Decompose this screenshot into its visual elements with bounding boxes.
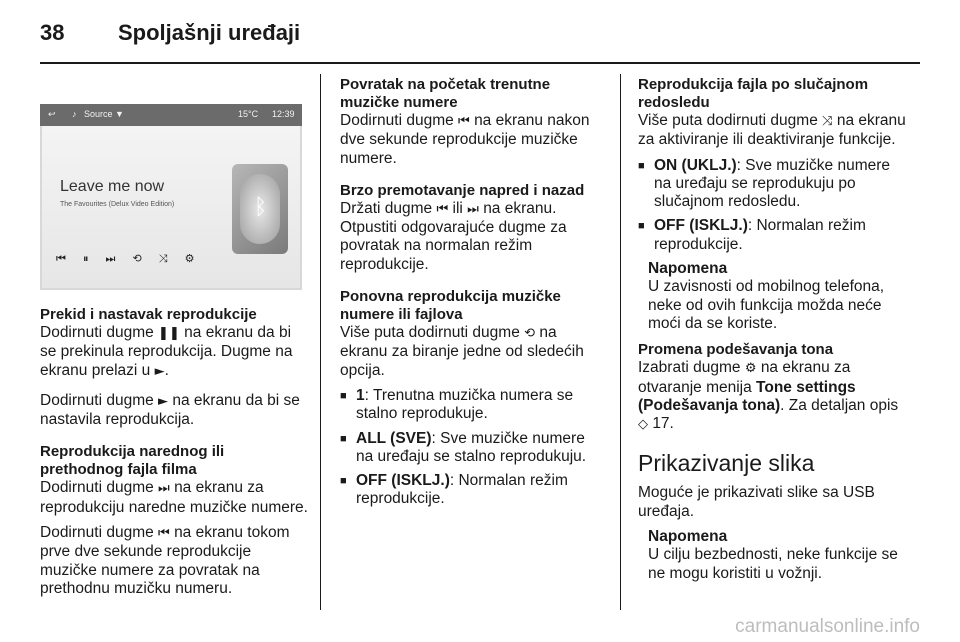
- list-item: ■ 1: Trenutna muzička numera se stalno reprodukuje.: [340, 386, 574, 423]
- status-bar: [40, 104, 302, 126]
- previous-icon: ⏮: [158, 526, 170, 542]
- heading-restart-track: Povratak na početak trenutne muzičke numere: [340, 76, 551, 111]
- heading-repeat: Ponovna reprodukcija muzičke numere ili fajlova: [340, 288, 561, 324]
- next-icon: ⏭: [105, 253, 116, 265]
- note-text: U zavisnosti od mobilnog telefona, neke od ovih funkcija možda neće moći da se koriste.: [648, 278, 885, 332]
- heading-shuffle: Reprodukcija fajla po slučajnom redosledu: [638, 76, 869, 111]
- tone-settings-icon: ⚙: [744, 361, 757, 377]
- clock: 12:39: [272, 109, 295, 119]
- paragraph: Dodirnuti dugme ► na ekranu da bi se nastavila reprodukcija.: [40, 391, 300, 429]
- column-1: [40, 306, 308, 609]
- repeat-icon: ⟲: [132, 253, 142, 265]
- previous-icon: ⏮: [458, 114, 470, 129]
- note: [638, 260, 908, 333]
- heading-fast-forward: Brzo premotavanje napred i nazad: [340, 181, 585, 199]
- paragraph: Dodirnuti dugme ⏭ na ekranu za reprodukciju naredne muzičke numere.: [40, 479, 308, 516]
- bluetooth-icon: ᛒ: [254, 194, 268, 219]
- list-item: ■ OFF (ISKLJ.): Normalan režim reprodukcije.: [638, 217, 866, 253]
- paragraph: Izabrati dugme ⚙ na ekranu za otvaranje menija Tone settings (Podešavanja tona). Za detaljan opis ◇ 17.: [638, 359, 899, 433]
- page-number: 38: [40, 20, 65, 45]
- page-title: Spoljašnji uređaji: [118, 20, 301, 45]
- music-note-icon: ♪: [72, 109, 77, 119]
- list-item: ■ OFF (ISKLJ.): Normalan režim reprodukcije.: [340, 472, 568, 508]
- next-icon: ⏭: [467, 201, 479, 217]
- pause-icon: ❚❚: [158, 326, 180, 341]
- back-arrow-icon: ↩: [48, 109, 56, 119]
- list-item: ■ ALL (SVE): Sve muzičke numere na uređaju se stalno reprodukuju.: [340, 429, 587, 465]
- album-line: The Favourites (Delux Video Edition): [60, 201, 175, 208]
- note-text: U cilju bezbednosti, neke funkcije se ne mogu koristiti u vožnji.: [648, 546, 898, 582]
- column-divider-2: [620, 74, 621, 610]
- paragraph: Više puta dodirnuti dugme ⟲ na ekranu za biranje jedne od sledećih opcija.: [340, 324, 584, 379]
- note-label: Napomena: [648, 528, 728, 546]
- column-2: [340, 76, 606, 515]
- play-icon: ►: [154, 363, 165, 379]
- play-icon: ►: [158, 393, 169, 409]
- heading-show-pictures: Prikazivanje slika: [638, 450, 815, 477]
- heading-pause-resume: Prekid i nastavak reprodukcije: [40, 306, 257, 323]
- shuffle-icon: ⤨: [158, 253, 168, 265]
- paragraph: Moguće je prikazivati slike sa USB uređaja.: [638, 484, 875, 520]
- shuffle-icon: ⤨: [822, 114, 833, 129]
- repeat-icon: ⟲: [524, 326, 536, 342]
- pause-icon: ⏸: [82, 253, 89, 265]
- paragraph: Više puta dodirnuti dugme ⤨ na ekranu za aktiviranje ili deaktiviranje funkcije.: [638, 112, 906, 149]
- paragraph: Držati dugme ⏮ ili ⏭ na ekranu. Otpustiti odgovarajuće dugme za povratak na normalan režim reprodukcije.: [340, 199, 567, 273]
- column-3: [638, 76, 908, 591]
- list-item: ■ ON (UKLJ.): Sve muzičke numere na uređaju se reprodukuju po slučajnom redosledu.: [638, 156, 891, 211]
- media-controls: [56, 252, 209, 266]
- note-label: Napomena: [648, 260, 728, 278]
- column-divider-1: [320, 74, 321, 610]
- paragraph: Dodirnuti dugme ⏮ na ekranu nakon dve sekunde reprodukcije muzičke numere.: [340, 112, 590, 167]
- song-title: Leave me now: [60, 178, 165, 195]
- phone-graphic: [232, 164, 288, 254]
- infotainment-screenshot: [40, 104, 302, 290]
- previous-icon: ⏮: [56, 253, 66, 265]
- heading-tone-settings: Promena podešavanja tona: [638, 341, 834, 359]
- source-label: Source ▼: [84, 109, 124, 119]
- page-reference-icon: ◇: [638, 417, 648, 433]
- next-icon: ⏭: [158, 481, 170, 497]
- note: [638, 528, 908, 583]
- previous-icon: ⏮: [436, 201, 449, 217]
- paragraph: Dodirnuti dugme ⏮ na ekranu tokom prve dve sekunde reprodukcije muzičke numere za povratak na prethodnu muzičku numeru.: [40, 524, 290, 597]
- watermark: carmanualsonline.info: [735, 616, 920, 637]
- tone-settings-icon: ⚙: [184, 253, 195, 265]
- paragraph: Dodirnuti dugme ❚❚ na ekranu da bi se prekinula reprodukcija. Dugme na ekranu prelazi u ►.: [40, 324, 293, 379]
- heading-next-previous: Reprodukcija narednog ili prethodnog fajla filma: [40, 443, 225, 479]
- top-rule: [40, 62, 920, 64]
- temperature: 15°C: [238, 109, 259, 119]
- media-screen: [42, 126, 300, 288]
